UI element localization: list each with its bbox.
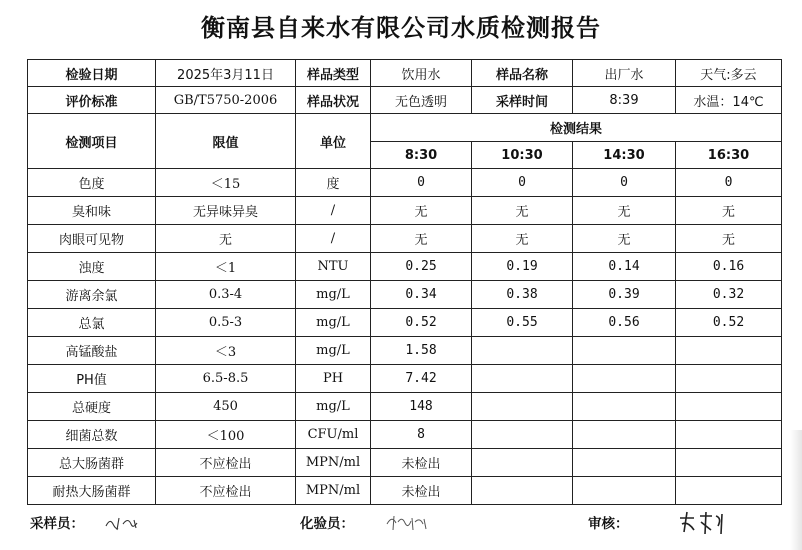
item-name: 总氯 — [28, 309, 156, 337]
water-temp-value: 水温：14℃ — [676, 87, 782, 114]
unit-value: MPN/ml — [296, 477, 371, 505]
result-value — [472, 477, 573, 505]
date-label: 检验日期 — [28, 60, 156, 87]
limit-value: 无异味异臭 — [156, 197, 296, 225]
header-time-1: 8:30 — [371, 142, 472, 169]
table-row — [28, 421, 782, 449]
result-value — [676, 365, 782, 393]
weather-value: 天气:多云 — [676, 60, 782, 87]
unit-value: mg/L — [296, 393, 371, 421]
item-name: 肉眼可见物 — [28, 225, 156, 253]
sample-type-value: 饮用水 — [371, 60, 472, 87]
tester-signature — [384, 510, 434, 536]
result-value — [573, 337, 676, 365]
standard-value: GB/T5750-2006 — [156, 87, 296, 114]
result-value: 0 — [371, 169, 472, 197]
result-value: 未检出 — [371, 477, 472, 505]
limit-value: ＜100 — [156, 421, 296, 449]
sample-name-value: 出厂水 — [573, 60, 676, 87]
item-name: 色度 — [28, 169, 156, 197]
table-row — [28, 281, 782, 309]
limit-value: 0.3-4 — [156, 281, 296, 309]
result-value — [472, 421, 573, 449]
result-value: 0 — [573, 169, 676, 197]
unit-value: mg/L — [296, 337, 371, 365]
result-value: 无 — [472, 197, 573, 225]
table-row — [28, 253, 782, 281]
table-row — [28, 365, 782, 393]
report-table — [27, 59, 782, 505]
result-value — [472, 449, 573, 477]
limit-value: 无 — [156, 225, 296, 253]
table-row — [28, 337, 782, 365]
unit-value: NTU — [296, 253, 371, 281]
header-time-4: 16:30 — [676, 142, 782, 169]
result-value: 未检出 — [371, 449, 472, 477]
table-row — [28, 197, 782, 225]
limit-value: 0.5-3 — [156, 309, 296, 337]
item-name: 总硬度 — [28, 393, 156, 421]
sampling-time-label: 采样时间 — [472, 87, 573, 114]
limit-value: 不应检出 — [156, 477, 296, 505]
item-name: PH值 — [28, 365, 156, 393]
limit-value: 不应检出 — [156, 449, 296, 477]
result-value: 无 — [472, 225, 573, 253]
unit-value: MPN/ml — [296, 449, 371, 477]
date-value: 2025年3月11日 — [156, 60, 296, 87]
unit-value: / — [296, 225, 371, 253]
result-value — [573, 393, 676, 421]
header-row-1 — [28, 114, 782, 142]
result-value: 0 — [676, 169, 782, 197]
table-row — [28, 309, 782, 337]
header-item: 检测项目 — [28, 114, 156, 169]
scrollbar-edge — [790, 430, 802, 550]
result-value — [573, 365, 676, 393]
info-row-2 — [28, 87, 782, 114]
sampler-signature — [102, 510, 148, 536]
reviewer-label: 审核： — [588, 516, 629, 532]
result-value — [472, 337, 573, 365]
unit-value: CFU/ml — [296, 421, 371, 449]
result-value: 0.14 — [573, 253, 676, 281]
result-value: 8 — [371, 421, 472, 449]
result-value: 0.16 — [676, 253, 782, 281]
result-value: 0.55 — [472, 309, 573, 337]
table-row — [28, 449, 782, 477]
item-name: 总大肠菌群 — [28, 449, 156, 477]
item-name: 细菌总数 — [28, 421, 156, 449]
header-limit: 限值 — [156, 114, 296, 169]
result-value — [472, 393, 573, 421]
header-results: 检测结果 — [371, 114, 782, 142]
result-value: 0.56 — [573, 309, 676, 337]
result-value: 0.34 — [371, 281, 472, 309]
result-value: 0.38 — [472, 281, 573, 309]
sample-name-label: 样品名称 — [472, 60, 573, 87]
standard-label: 评价标准 — [28, 87, 156, 114]
reviewer-signature — [676, 508, 732, 538]
table-row — [28, 169, 782, 197]
result-value — [573, 421, 676, 449]
result-value: 0.32 — [676, 281, 782, 309]
limit-value: 450 — [156, 393, 296, 421]
limit-value: 6.5-8.5 — [156, 365, 296, 393]
sample-state-label: 样品状况 — [296, 87, 371, 114]
table-row — [28, 225, 782, 253]
unit-value: mg/L — [296, 281, 371, 309]
result-value — [676, 393, 782, 421]
unit-value: 度 — [296, 169, 371, 197]
result-value — [676, 449, 782, 477]
item-name: 浊度 — [28, 253, 156, 281]
result-value — [676, 477, 782, 505]
result-value: 7.42 — [371, 365, 472, 393]
result-value — [676, 421, 782, 449]
result-value: 0.52 — [371, 309, 472, 337]
result-value: 无 — [573, 197, 676, 225]
unit-value: / — [296, 197, 371, 225]
item-name: 高锰酸盐 — [28, 337, 156, 365]
tester-label: 化验员： — [300, 516, 354, 532]
result-value — [573, 477, 676, 505]
limit-value: ＜3 — [156, 337, 296, 365]
result-value — [573, 449, 676, 477]
unit-value: PH — [296, 365, 371, 393]
header-time-2: 10:30 — [472, 142, 573, 169]
limit-value: ＜15 — [156, 169, 296, 197]
sample-state-value: 无色透明 — [371, 87, 472, 114]
unit-value: mg/L — [296, 309, 371, 337]
result-value: 1.58 — [371, 337, 472, 365]
item-name: 耐热大肠菌群 — [28, 477, 156, 505]
report-title: 衡南县自来水有限公司水质检测报告 — [201, 14, 601, 42]
sample-type-label: 样品类型 — [296, 60, 371, 87]
result-value — [472, 365, 573, 393]
limit-value: ＜1 — [156, 253, 296, 281]
result-value: 0.19 — [472, 253, 573, 281]
item-name: 游离余氯 — [28, 281, 156, 309]
result-value: 无 — [676, 225, 782, 253]
result-value: 无 — [371, 225, 472, 253]
result-value: 0 — [472, 169, 573, 197]
result-value: 0.52 — [676, 309, 782, 337]
result-value: 无 — [573, 225, 676, 253]
result-value: 0.39 — [573, 281, 676, 309]
result-value: 无 — [371, 197, 472, 225]
info-row-1 — [28, 60, 782, 87]
sampler-label: 采样员： — [30, 516, 84, 532]
header-time-3: 14:30 — [573, 142, 676, 169]
table-row — [28, 477, 782, 505]
item-name: 臭和味 — [28, 197, 156, 225]
result-value: 0.25 — [371, 253, 472, 281]
header-unit: 单位 — [296, 114, 371, 169]
table-row — [28, 393, 782, 421]
result-value: 148 — [371, 393, 472, 421]
result-value — [676, 337, 782, 365]
sampling-time-value: 8:39 — [573, 87, 676, 114]
result-value: 无 — [676, 197, 782, 225]
